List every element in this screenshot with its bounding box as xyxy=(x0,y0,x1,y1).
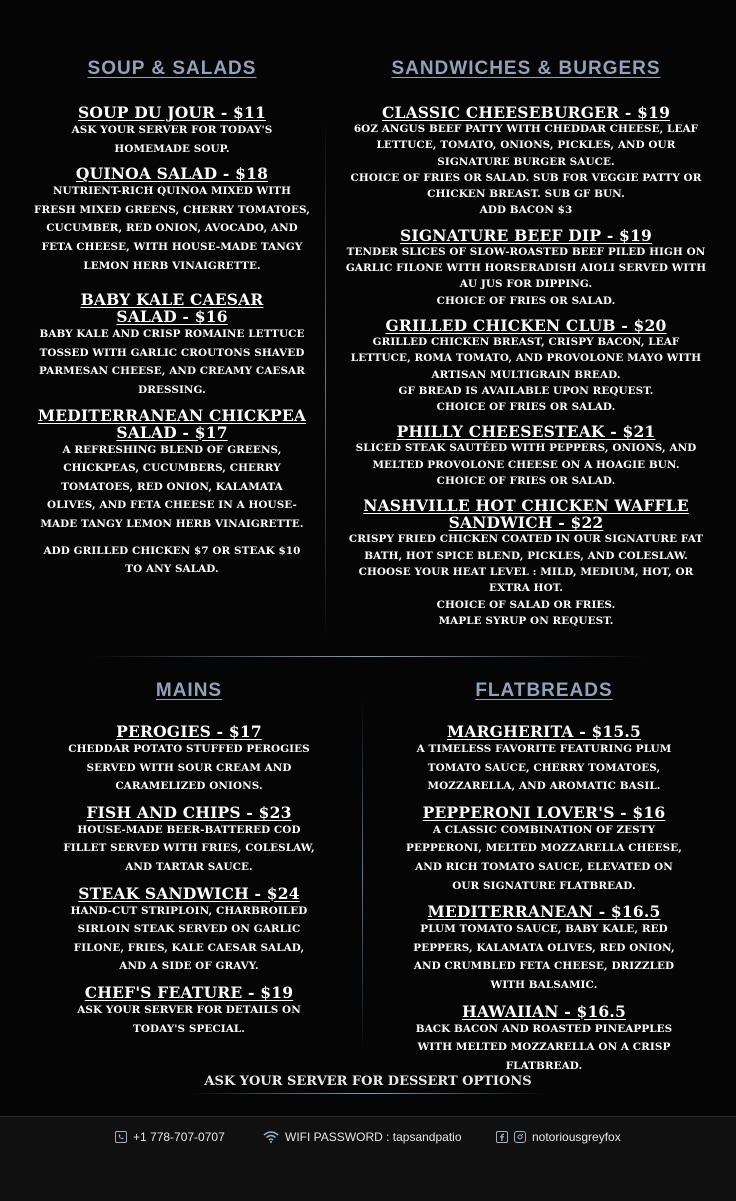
menu-item-title: MEDITERRANEAN CHICKPEA SALAD - $17 xyxy=(37,405,307,442)
menu-item xyxy=(336,227,716,309)
sandwiches-section xyxy=(336,58,716,629)
menu-item-description: BABY KALE AND CRISP ROMAINE LETTUCE TOSSED WITH GARLIC CROUTONS SHAVED PARMESAN CHEESE, AND CREAMY CAESAR DRESSING. xyxy=(39,328,305,396)
menu-item xyxy=(28,165,316,275)
phone-number: +1 778-707-0707 xyxy=(133,1130,225,1144)
menu-item-title: STEAK SANDWICH - $24 xyxy=(78,883,300,903)
menu-item-description: A TIMELESS FAVORITE FEATURING PLUM TOMATO SAUCE, CHERRY TOMATOES, MOZZARELLA, AND AROMATIC BASIL. xyxy=(416,743,672,793)
wifi-icon xyxy=(263,1131,279,1143)
section-title-sandwiches: SANDWICHES & BURGERS xyxy=(391,58,661,79)
section-divider xyxy=(90,656,646,657)
menu-item-title: SOUP DU JOUR - $11 xyxy=(77,103,267,122)
menu-item xyxy=(36,804,342,877)
mains-section xyxy=(36,680,342,1038)
phone-contact[interactable] xyxy=(115,1130,225,1144)
menu-item-description: TENDER SLICES OF SLOW-ROASTED BEEF PILED HIGH ON GARLIC FILONE WITH HORSERADISH AIOLI SERVED WITH AU JUS FOR DIPPING. CHOICE OF FRIES OR SALAD. xyxy=(345,245,707,307)
menu-item-description: A REFRESHING BLEND OF GREENS, CHICKPEAS, CUCUMBERS, CHERRY TOMATOES, RED ONION, KALAMATA OLIVES, AND FETA CHEESE IN A HOUSE- MADE TANGY LEMON HERB VINAIGRETTE. xyxy=(40,443,304,530)
column-divider-top xyxy=(325,120,326,640)
menu-item xyxy=(336,497,716,629)
menu-item-description: ASK YOUR SERVER FOR DETAILS ON TODAY'S SPECIAL. xyxy=(77,1003,301,1035)
social-handle-text: notoriousgreyfox xyxy=(532,1130,621,1144)
menu-item xyxy=(372,723,716,796)
menu-item xyxy=(36,723,342,796)
menu-item-title: CHEF'S FEATURE - $19 xyxy=(84,982,294,1002)
menu-item-description: SLICED STEAK SAUTÉED WITH PEPPERS, ONIONS, AND MELTED PROVOLONE CHEESE ON A HOAGIE BUN. CHOICE OF FRIES OR SALAD. xyxy=(355,442,697,488)
menu-item-title: FISH AND CHIPS - $23 xyxy=(86,802,292,822)
menu-item-title: PEPPERONI LOVER'S - $16 xyxy=(422,802,666,822)
menu-item-description: ASK YOUR SERVER FOR TODAY'S HOMEMADE SOUP. xyxy=(71,124,273,155)
social-handle[interactable] xyxy=(496,1130,621,1144)
menu-item xyxy=(36,984,342,1038)
menu-item xyxy=(372,804,716,895)
phone-icon xyxy=(115,1131,127,1143)
menu-item-description: HOUSE-MADE BEER-BATTERED COD FILLET SERVED WITH FRIES, COLESLAW, AND TARTAR SAUCE. xyxy=(63,823,315,873)
menu-item-description: CHEDDAR POTATO STUFFED PEROGIES SERVED WITH SOUR CREAM AND CARAMELIZED ONIONS. xyxy=(68,743,310,793)
dessert-note: ASK YOUR SERVER FOR DESSERT OPTIONS xyxy=(204,1074,532,1089)
salad-addon-note: ADD GRILLED CHICKEN $7 OR STEAK $10 TO ANY SALAD. xyxy=(43,544,301,576)
menu-item-title: HAWAIIAN - $16.5 xyxy=(462,1001,626,1021)
menu-item-title: CLASSIC CHEESEBURGER - $19 xyxy=(381,103,671,122)
menu-item-title: PHILLY CHEESESTEAK - $21 xyxy=(396,422,656,442)
menu-item xyxy=(336,317,716,415)
menu-item xyxy=(372,1003,716,1076)
section-title-soup-salads: SOUP & SALADS xyxy=(87,58,257,79)
menu-item-description: A CLASSIC COMBINATION OF ZESTY PEPPERONI, MELTED MOZZARELLA CHEESE, AND RICH TOMATO SAUCE, ELEVATED ON OUR SIGNATURE FLATBREAD. xyxy=(406,823,682,892)
menu-item-title: NASHVILLE HOT CHICKEN WAFFLE SANDWICH - $22 xyxy=(363,496,689,533)
instagram-icon xyxy=(514,1131,526,1143)
menu-item-description: CRISPY FRIED CHICKEN COATED IN OUR SIGNATURE FAT BATH, HOT SPICE BLEND, PICKLES, AND COLESLAW. CHOOSE YOUR HEAT LEVEL : MILD, MEDIUM, HOT, OR EXTRA HOT. CHOICE OF SALAD OR FRIES. MAPLE SYRUP ON REQUEST. xyxy=(348,533,704,627)
menu-item xyxy=(28,407,316,534)
menu-item xyxy=(36,885,342,976)
footer xyxy=(0,1116,736,1201)
menu-item-title: PEROGIES - $17 xyxy=(116,722,262,741)
menu-item-title: BABY KALE CAESAR SALAD - $16 xyxy=(80,290,264,327)
menu-item xyxy=(28,104,316,158)
soup-salads-section xyxy=(28,58,316,579)
facebook-icon xyxy=(496,1131,508,1143)
menu-item-title: SIGNATURE BEEF DIP - $19 xyxy=(399,225,653,245)
menu-item-title: MARGHERITA - $15.5 xyxy=(447,722,641,741)
flatbreads-section xyxy=(372,680,716,1075)
menu-item-description: BACK BACON AND ROASTED PINEAPPLES WITH MELTED MOZZARELLA ON A CRISP FLATBREAD. xyxy=(415,1022,673,1072)
section-title-mains: MAINS xyxy=(155,680,223,701)
menu-item-description: 6OZ ANGUS BEEF PATTY WITH CHEDDAR CHEESE, LEAF LETTUCE, TOMATO, ONIONS, PICKLES, AND OUR SIGNATURE BURGER SAUCE. CHOICE OF FRIES OR SALAD. SUB FOR VEGGIE PATTY OR CHICKEN BREAST. SUB GF BUN. ADD BACON $3 xyxy=(350,123,702,217)
section-title-flatbreads: FLATBREADS xyxy=(475,680,613,701)
menu-item-description: PLUM TOMATO SAUCE, BABY KALE, RED PEPPERS, KALAMATA OLIVES, RED ONION, AND CRUMBLED FETA CHEESE, DRIZZLED WITH BALSAMIC. xyxy=(413,923,675,991)
wifi-password: WIFI PASSWORD : tapsandpatio xyxy=(285,1130,462,1144)
menu-item xyxy=(336,104,716,219)
menu-item xyxy=(336,423,716,489)
column-divider-bottom xyxy=(362,700,363,1050)
wifi-info xyxy=(263,1130,462,1144)
menu-item-title: MEDITERRANEAN - $16.5 xyxy=(427,902,661,922)
menu-item-description: HAND-CUT STRIPLOIN, CHARBROILED SIRLOIN STEAK SERVED ON GARLIC FILONE, FRIES, KALE CAESAR SALAD, AND A SIDE OF GRAVY. xyxy=(70,904,308,973)
dessert-divider xyxy=(190,1093,546,1094)
menu-item-description: NUTRIENT-RICH QUINOA MIXED WITH FRESH MIXED GREENS, CHERRY TOMATOES, CUCUMBER, RED ONION, AVOCADO, AND FETA CHEESE, WITH HOUSE-MADE TANGY LEMON HERB VINAIGRETTE. xyxy=(34,185,310,272)
menu-item-description: GRILLED CHICKEN BREAST, CRISPY BACON, LEAF LETTUCE, ROMA TOMATO, AND PROVOLONE MAYO WITH ARTISAN MULTIGRAIN BREAD. GF BREAD IS AVAILABLE UPON REQUEST. CHOICE OF FRIES OR SALAD. xyxy=(350,335,702,414)
menu-item xyxy=(372,903,716,994)
menu-item xyxy=(28,291,316,399)
menu-item-title: GRILLED CHICKEN CLUB - $20 xyxy=(385,315,667,335)
menu-item-title: QUINOA SALAD - $18 xyxy=(75,164,269,184)
